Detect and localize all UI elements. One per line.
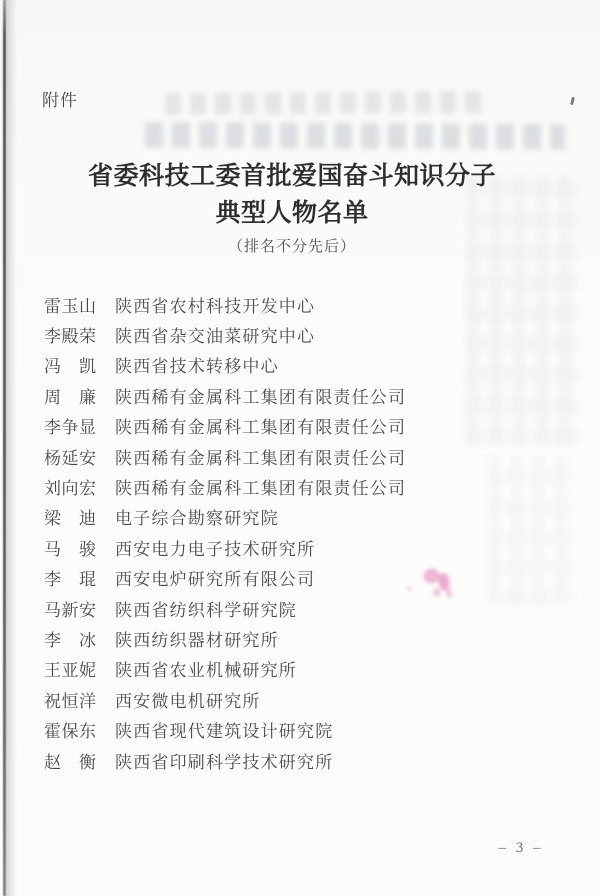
- list-item: [44, 471, 584, 501]
- person-name: 周廉: [44, 387, 96, 407]
- person-name: 霍保东: [44, 722, 96, 742]
- title-line-2: 典型人物名单: [215, 200, 369, 227]
- list-item: [44, 380, 584, 410]
- document-title: [0, 158, 584, 256]
- person-name: 王亚妮: [44, 661, 96, 681]
- stray-pen-mark: [570, 97, 575, 105]
- list-item: [44, 714, 584, 744]
- person-organization: 陕西省农业机械研究所: [115, 661, 297, 681]
- person-organization: 陕西省纺织科学研究院: [115, 600, 297, 620]
- person-organization: 西安微电机研究所: [115, 691, 261, 711]
- list-item: [44, 319, 584, 349]
- person-name: 马骏: [44, 539, 96, 559]
- person-name: 杨延安: [44, 448, 96, 468]
- person-name: 李琨: [44, 570, 96, 590]
- person-organization: 陕西稀有金属科工集团有限责任公司: [115, 448, 407, 468]
- person-organization: 陕西稀有金属科工集团有限责任公司: [115, 479, 407, 499]
- person-name: 祝恒洋: [44, 691, 96, 711]
- person-organization: 陕西省技术转移中心: [115, 357, 279, 377]
- list-item: [44, 623, 584, 653]
- person-organization: 西安电炉研究所有限公司: [115, 570, 316, 590]
- bleed-through-text-artifact: [145, 122, 565, 150]
- list-item: [44, 593, 584, 623]
- list-item: [44, 654, 584, 684]
- list-item: [44, 745, 584, 775]
- person-organization: 陕西稀有金属科工集团有限责任公司: [115, 387, 407, 407]
- list-item: [44, 532, 584, 562]
- person-name: 马新安: [44, 600, 96, 620]
- person-organization: 陕西省农村科技开发中心: [115, 296, 316, 316]
- attachment-label: 附件: [42, 91, 78, 110]
- list-item: [44, 684, 584, 714]
- person-name: 李冰: [44, 630, 96, 650]
- person-organization: 陕西纺织器材研究所: [115, 630, 279, 650]
- page-number: – 3 –: [498, 840, 544, 856]
- person-name: 李争显: [44, 418, 96, 438]
- person-name: 梁迪: [44, 509, 96, 529]
- person-organization: 陕西省印刷科学技术研究所: [115, 752, 334, 772]
- list-item: [44, 502, 584, 532]
- list-item: [44, 441, 584, 471]
- person-organization: 西安电力电子技术研究所: [115, 539, 316, 559]
- person-organization: 陕西省现代建筑设计研究院: [115, 722, 334, 742]
- people-list: [0, 289, 584, 775]
- person-organization: 电子综合勘察研究院: [115, 509, 279, 529]
- person-name: 赵衡: [44, 752, 96, 772]
- title-line-1: 省委科技工委首批爱国奋斗知识分子: [87, 163, 496, 190]
- person-name: 李殿荣: [44, 327, 96, 347]
- list-item: [44, 563, 584, 593]
- person-name: 雷玉山: [44, 296, 96, 316]
- list-item: [44, 289, 584, 319]
- bleed-through-text-artifact: [165, 91, 490, 115]
- person-organization: 陕西省杂交油菜研究中心: [115, 327, 316, 347]
- title-subtitle: （排名不分先后）: [227, 239, 356, 255]
- person-name: 冯凯: [44, 357, 96, 377]
- list-item: [44, 350, 584, 380]
- list-item: [44, 411, 584, 441]
- person-name: 刘向宏: [44, 479, 96, 499]
- person-organization: 陕西稀有金属科工集团有限责任公司: [115, 418, 407, 438]
